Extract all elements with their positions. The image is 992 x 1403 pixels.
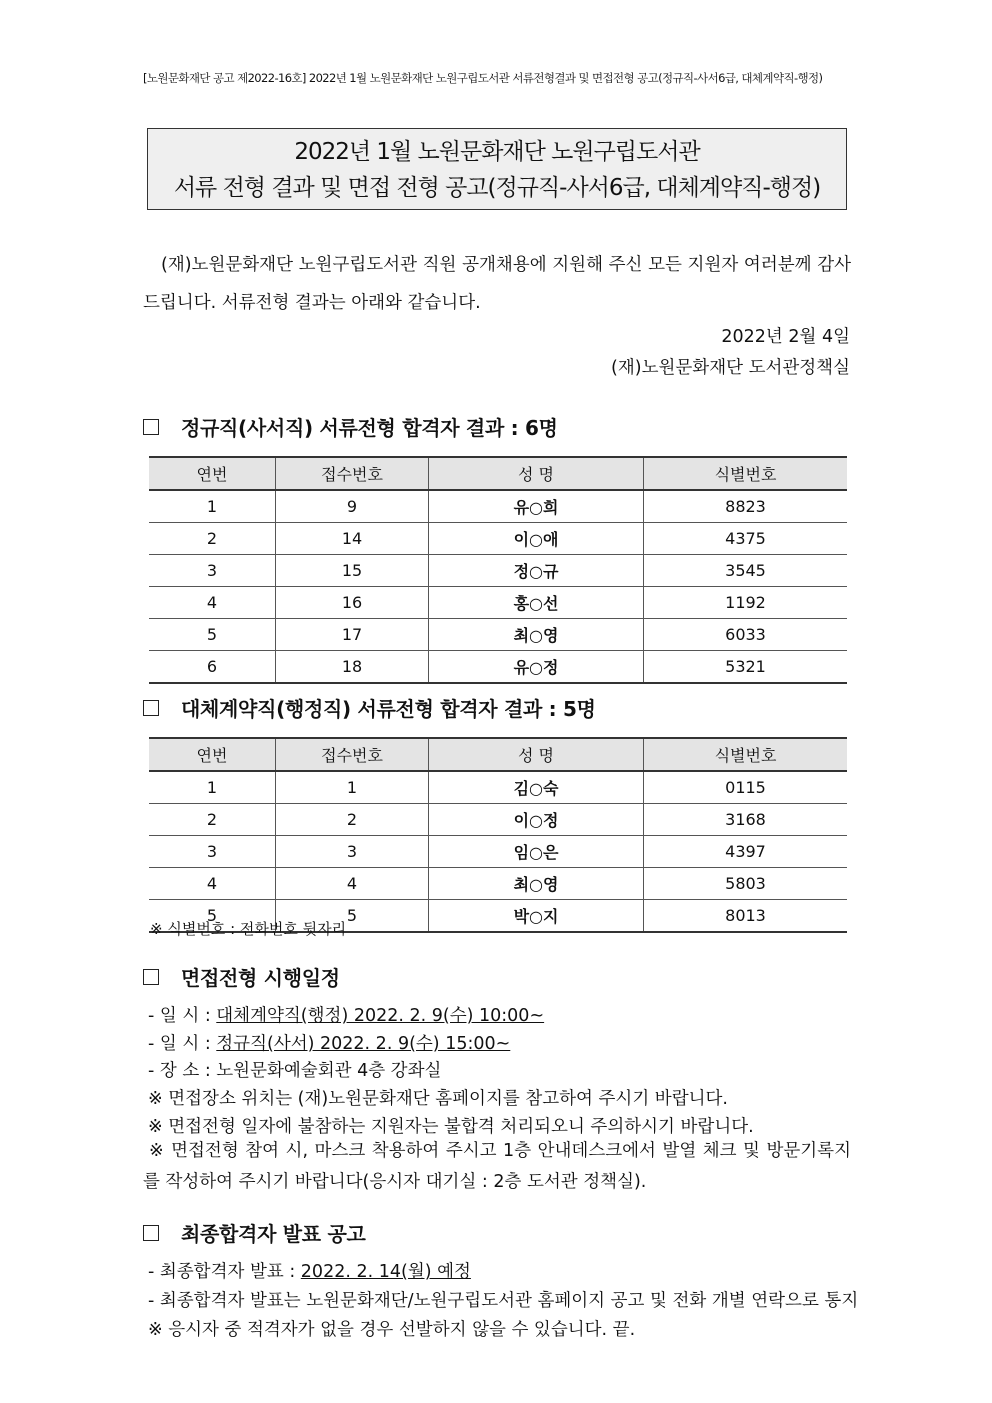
final-announcement-method: - 최종합격자 발표는 노원문화재단/노원구립도서관 홈페이지 공고 및 전화 개별 연락으로 통지 bbox=[148, 1291, 859, 1311]
cell: 4 bbox=[149, 868, 276, 900]
cell: 3545 bbox=[644, 555, 848, 587]
cell: 이○정 bbox=[429, 804, 644, 836]
table-header-row bbox=[149, 457, 847, 490]
col-header: 성 명 bbox=[429, 738, 644, 771]
interview-note-absence: ※ 면접전형 일자에 불참하는 지원자는 불합격 처리되오니 주의하시기 바랍니다. bbox=[148, 1117, 754, 1137]
interview-note-location: ※ 면접장소 위치는 (재)노원문화재단 홈페이지를 참고하여 주시기 바랍니다. bbox=[148, 1089, 728, 1109]
col-header: 접수번호 bbox=[276, 738, 429, 771]
interview-note-mask: ※ 면접전형 참여 시, 마스크 착용하여 주시고 1층 안내데스크에서 발열 체크 및 방문기록지를 작성하여 주시기 바랍니다(응시자 대기실 : 2층 도서관 정책실). bbox=[143, 1141, 851, 1192]
cell: 3 bbox=[149, 836, 276, 868]
cell: 3 bbox=[149, 555, 276, 587]
table-row bbox=[149, 587, 847, 619]
cell: 15 bbox=[276, 555, 429, 587]
section-contract-title: 대체계약직(행정직) 서류전형 합격자 결과 : 5명 bbox=[143, 693, 596, 722]
title-box bbox=[147, 128, 847, 210]
regular-results-table bbox=[149, 456, 847, 684]
checkbox-square-icon bbox=[143, 969, 159, 985]
cell: 6033 bbox=[644, 619, 848, 651]
cell: 임○은 bbox=[429, 836, 644, 868]
cell: 16 bbox=[276, 587, 429, 619]
cell: 1 bbox=[149, 771, 276, 804]
col-header: 식별번호 bbox=[644, 457, 848, 490]
document-header: [노원문화재단 공고 제2022-16호] 2022년 1월 노원문화재단 노원구립도서관 서류전형결과 및 면접전형 공고(정규직-사서6급, 대체계약직-행정) bbox=[143, 71, 823, 85]
table-row bbox=[149, 651, 847, 684]
col-header: 식별번호 bbox=[644, 738, 848, 771]
table-row bbox=[149, 771, 847, 804]
table-row bbox=[149, 836, 847, 868]
col-header: 접수번호 bbox=[276, 457, 429, 490]
checkbox-square-icon bbox=[143, 419, 159, 435]
cell: 3168 bbox=[644, 804, 848, 836]
cell: 이○애 bbox=[429, 523, 644, 555]
table-row bbox=[149, 523, 847, 555]
table-row bbox=[149, 868, 847, 900]
checkbox-square-icon bbox=[143, 700, 159, 716]
cell: 유○정 bbox=[429, 651, 644, 684]
cell: 홍○선 bbox=[429, 587, 644, 619]
cell: 2 bbox=[149, 523, 276, 555]
cell: 9 bbox=[276, 490, 429, 523]
cell: 5 bbox=[149, 900, 276, 933]
intro-paragraph: (재)노원문화재단 노원구립도서관 직원 공개채용에 지원해 주신 모든 지원자 여러분께 감사드립니다. 서류전형 결과는 아래와 같습니다. bbox=[143, 255, 851, 313]
cell: 최○영 bbox=[429, 868, 644, 900]
cell: 유○희 bbox=[429, 490, 644, 523]
section-interview-title: 면접전형 시행일정 bbox=[143, 962, 340, 991]
cell: 0115 bbox=[644, 771, 848, 804]
cell: 14 bbox=[276, 523, 429, 555]
title-line-2: 서류 전형 결과 및 면접 전형 공고(정규직-사서6급, 대체계약직-행정) bbox=[173, 175, 821, 201]
cell: 3 bbox=[276, 836, 429, 868]
cell: 박○지 bbox=[429, 900, 644, 933]
issuer: (재)노원문화재단 도서관정책실 bbox=[611, 358, 850, 378]
cell: 5803 bbox=[644, 868, 848, 900]
cell: 4375 bbox=[644, 523, 848, 555]
table-row bbox=[149, 555, 847, 587]
cell: 4 bbox=[149, 587, 276, 619]
interview-place: - 장 소 : 노원문화예술회관 4층 강좌실 bbox=[148, 1061, 442, 1081]
table-row bbox=[149, 490, 847, 523]
id-number-note: ※ 식별번호 : 전화번호 뒷자리 bbox=[150, 920, 347, 938]
col-header: 연번 bbox=[149, 457, 276, 490]
interview-date-regular: - 일 시 : 정규직(사서) 2022. 2. 9(수) 15:00~ bbox=[148, 1034, 511, 1054]
cell: 1 bbox=[149, 490, 276, 523]
cell: 17 bbox=[276, 619, 429, 651]
notice-date: 2022년 2월 4일 bbox=[721, 327, 850, 347]
cell: 2 bbox=[276, 804, 429, 836]
final-announcement-date: - 최종합격자 발표 : 2022. 2. 14(월) 예정 bbox=[148, 1262, 471, 1282]
cell: 4 bbox=[276, 868, 429, 900]
cell: 최○영 bbox=[429, 619, 644, 651]
cell: 4397 bbox=[644, 836, 848, 868]
cell: 2 bbox=[149, 804, 276, 836]
table-row bbox=[149, 619, 847, 651]
final-note-closing: ※ 응시자 중 적격자가 없을 경우 선발하지 않을 수 있습니다. 끝. bbox=[148, 1320, 636, 1340]
cell: 5 bbox=[276, 900, 429, 933]
cell: 18 bbox=[276, 651, 429, 684]
cell: 1 bbox=[276, 771, 429, 804]
col-header: 성 명 bbox=[429, 457, 644, 490]
cell: 8013 bbox=[644, 900, 848, 933]
col-header: 연번 bbox=[149, 738, 276, 771]
section-final-title: 최종합격자 발표 공고 bbox=[143, 1218, 366, 1247]
interview-date-contract: - 일 시 : 대체계약직(행정) 2022. 2. 9(수) 10:00~ bbox=[148, 1006, 545, 1026]
table-header-row bbox=[149, 738, 847, 771]
contract-results-table bbox=[149, 737, 847, 933]
cell: 5 bbox=[149, 619, 276, 651]
cell: 정○규 bbox=[429, 555, 644, 587]
checkbox-square-icon bbox=[143, 1225, 159, 1241]
cell: 6 bbox=[149, 651, 276, 684]
section-regular-title: 정규직(사서직) 서류전형 합격자 결과 : 6명 bbox=[143, 412, 558, 441]
title-line-1: 2022년 1월 노원문화재단 노원구립도서관 bbox=[294, 139, 700, 165]
cell: 김○숙 bbox=[429, 771, 644, 804]
cell: 8823 bbox=[644, 490, 848, 523]
date-block bbox=[611, 322, 850, 384]
table-row bbox=[149, 804, 847, 836]
cell: 5321 bbox=[644, 651, 848, 684]
cell: 1192 bbox=[644, 587, 848, 619]
